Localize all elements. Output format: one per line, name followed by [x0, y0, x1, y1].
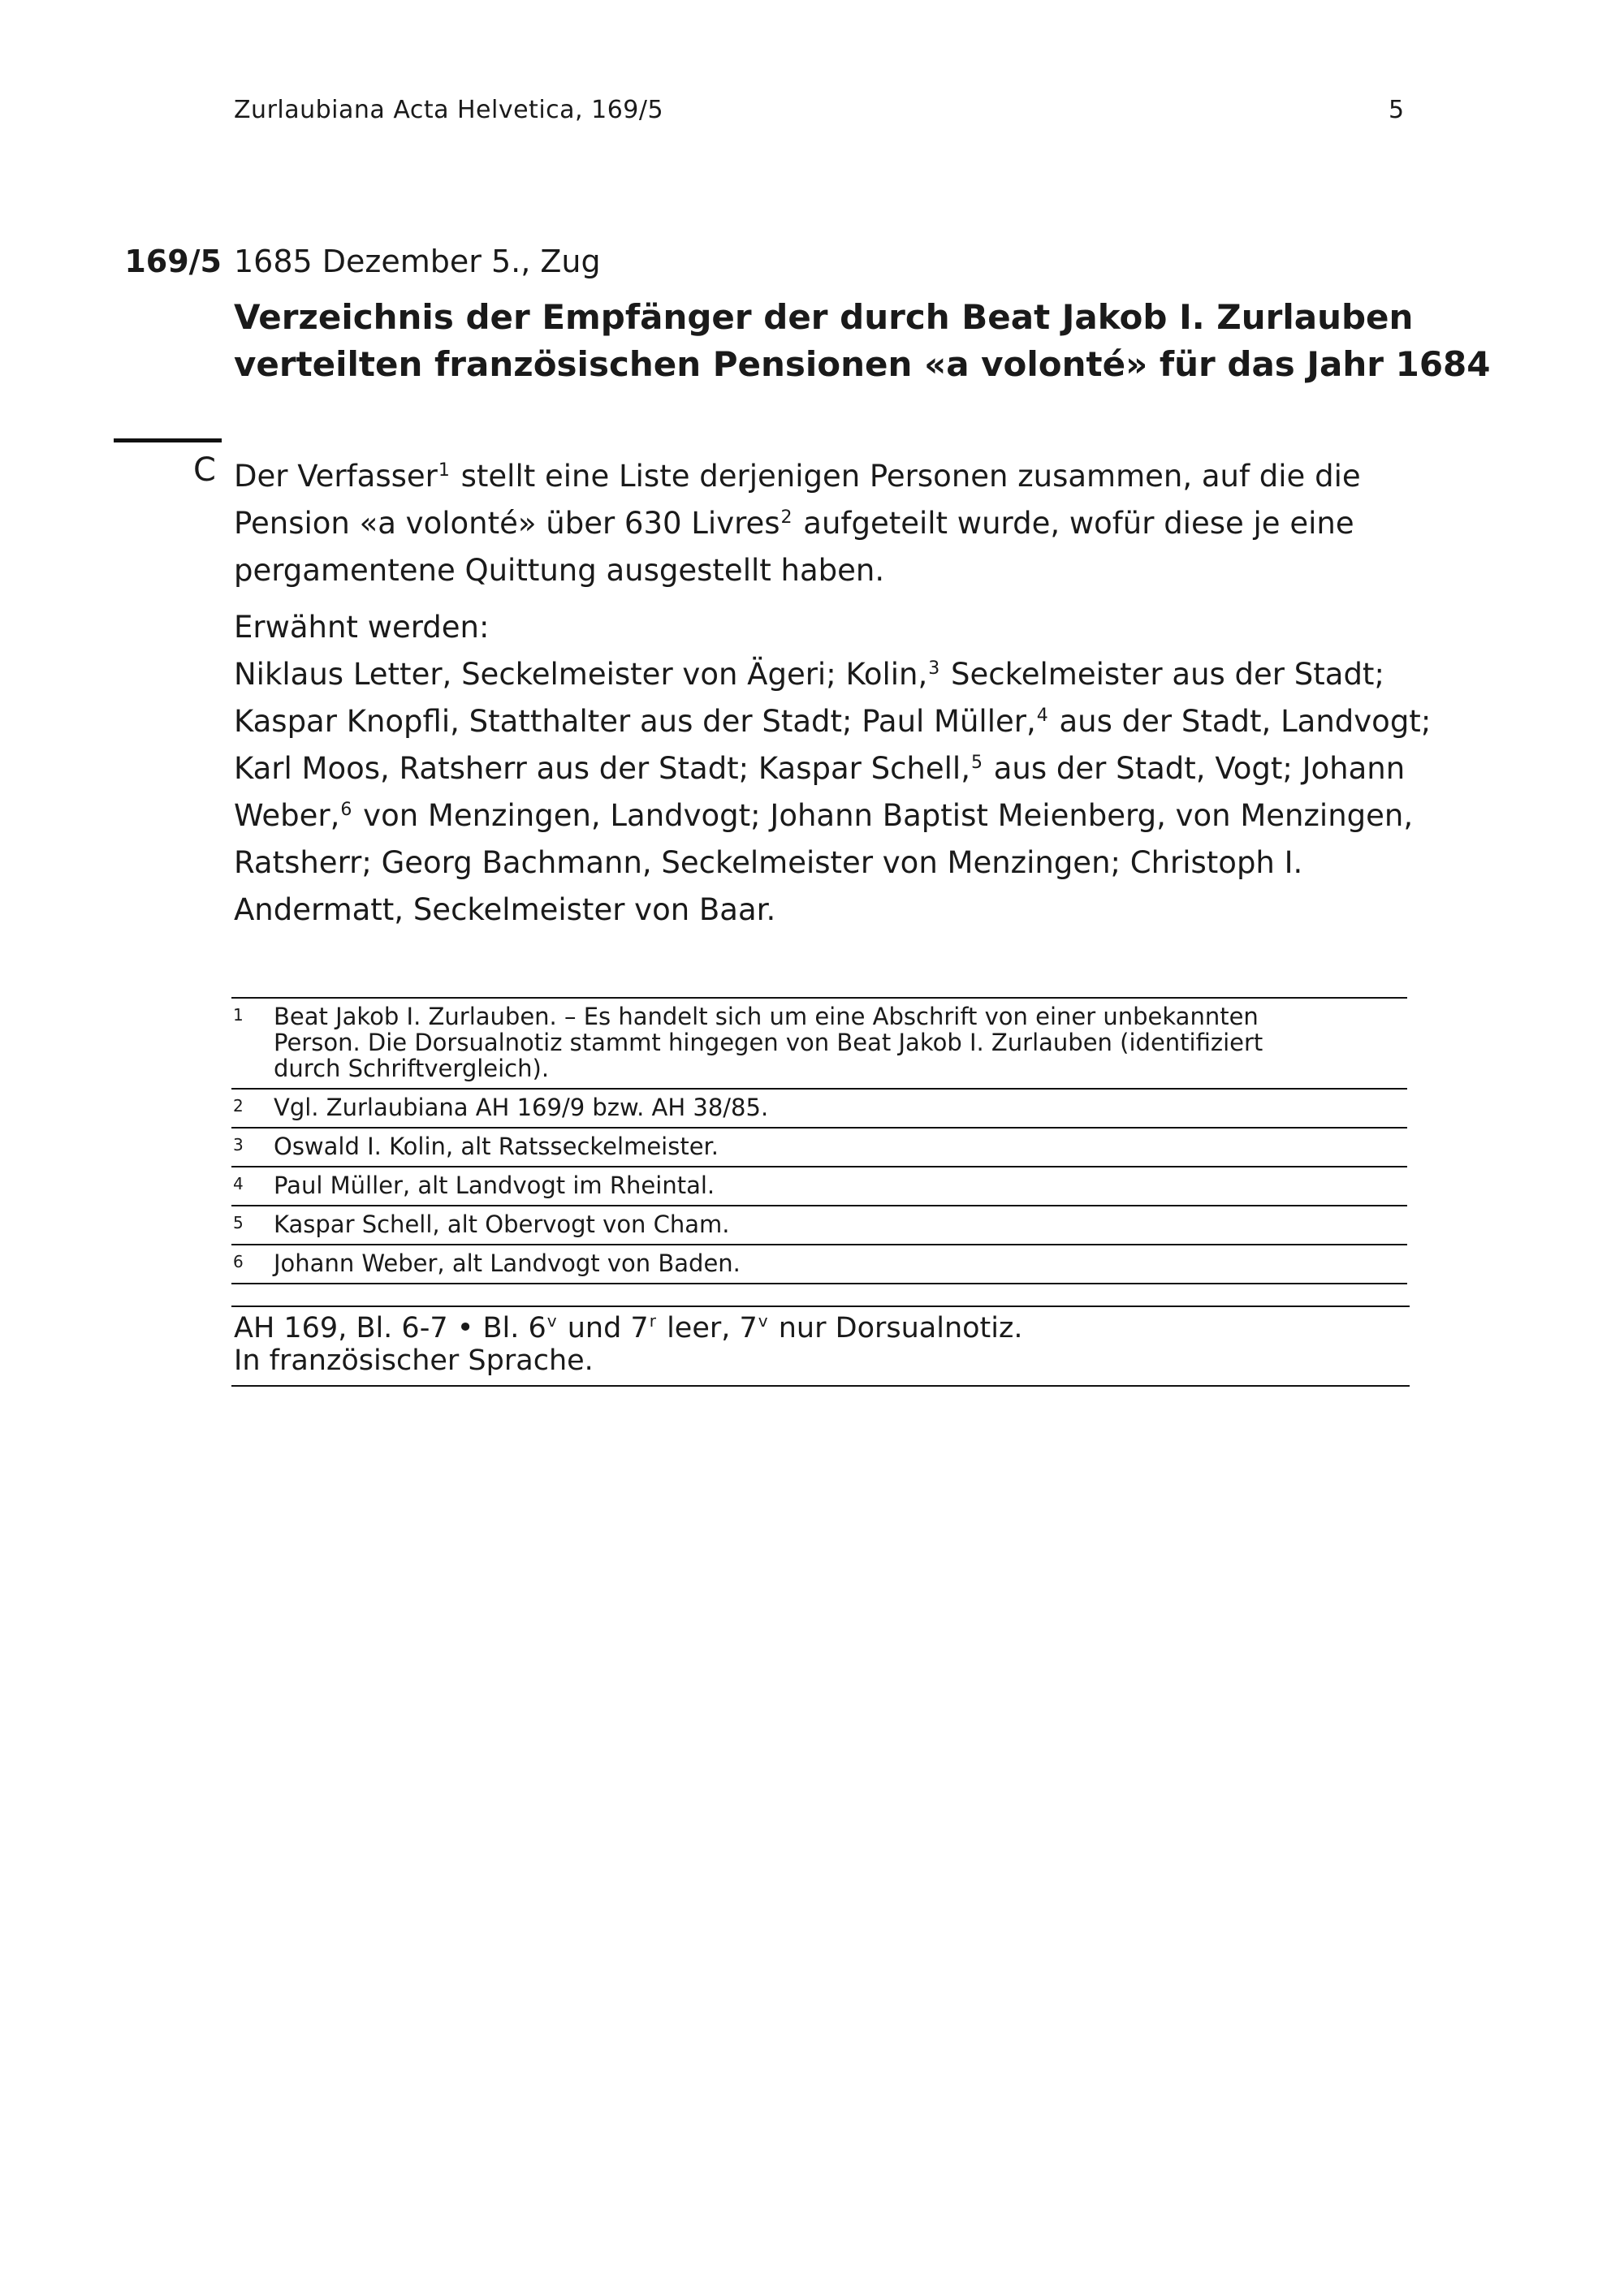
body-line: Erwähnt werden:	[234, 610, 490, 645]
footnote-line: Paul Müller, alt Landvogt im Rheintal.	[274, 1172, 715, 1199]
body-line: Ratsherr; Georg Bachmann, Seckelmeister von Menzingen; Christoph I.	[234, 845, 1303, 880]
running-title: Zurlaubiana Acta Helvetica, 169/5	[234, 96, 664, 124]
text-run: AH 169, Bl. 6-7 • Bl. 6	[234, 1312, 546, 1344]
text-run: Karl Moos, Ratsherr aus der Stadt; Kaspar Schell,	[234, 751, 970, 786]
body-line: pergamentene Quittung ausgestellt haben.	[234, 553, 885, 588]
footnote	[231, 1167, 1407, 1206]
text-run: aufgeteilt wurde, wofür diese je eine	[793, 506, 1354, 541]
footnote-mark: 1	[233, 1005, 244, 1025]
footnote	[231, 1245, 1407, 1284]
regest-body	[234, 453, 1432, 934]
footnote-mark: 2	[233, 1096, 244, 1116]
footnote-mark: 4	[233, 1174, 244, 1193]
page-number: 5	[1389, 96, 1405, 124]
body-line	[234, 651, 1411, 698]
footnote-ref[interactable]: 6	[340, 799, 352, 820]
footnote-ref[interactable]: 4	[1036, 705, 1048, 726]
footnotes	[231, 997, 1407, 1284]
footnote-line: Oswald I. Kolin, alt Ratsseckelmeister.	[274, 1133, 719, 1160]
text-run: leer, 7	[657, 1312, 758, 1344]
body-line	[234, 500, 1411, 547]
source-note	[231, 1306, 1410, 1387]
source-line	[234, 1312, 1410, 1344]
text-run: Pension «a volonté» über 630 Livres	[234, 506, 780, 541]
text-run: Niklaus Letter, Seckelmeister von Ägeri; Kolin,	[234, 657, 928, 692]
text-run: und 7	[558, 1312, 649, 1344]
document-title-line: Verzeichnis der Empfänger der durch Beat Jakob I. Zurlauben	[234, 297, 1414, 337]
footnote-mark: 5	[233, 1213, 244, 1232]
body-line	[234, 698, 1432, 745]
document-number: 169/5	[124, 244, 222, 279]
footnote-line: durch Schriftvergleich).	[274, 1055, 550, 1082]
folio-side: v	[758, 1311, 768, 1331]
paragraph-gap	[234, 594, 1411, 604]
document-title-line: verteilten französischen Pensionen «a volonté» für das Jahr 1684	[234, 344, 1491, 384]
regest-paragraph	[234, 453, 1411, 594]
text-run: nur Dorsualnotiz.	[769, 1312, 1023, 1344]
document-date-place: 1685 Dezember 5., Zug	[234, 244, 601, 279]
footnote-mark: 6	[233, 1252, 244, 1271]
footnote-line: Kaspar Schell, alt Obervogt von Cham.	[274, 1211, 730, 1238]
document-title	[234, 294, 1491, 388]
body-line	[234, 792, 1414, 839]
folio-side: r	[649, 1311, 656, 1331]
body-line	[234, 745, 1411, 792]
footnote-line: Person. Die Dorsualnotiz stammt hingegen von Beat Jakob I. Zurlauben (identifiziert	[274, 1029, 1263, 1056]
footnote-ref[interactable]: 1	[438, 460, 450, 481]
margin-rule	[114, 438, 222, 442]
footnote-ref[interactable]: 5	[970, 752, 983, 773]
text-run: Weber,	[234, 798, 340, 833]
text-run: aus der Stadt, Vogt; Johann	[983, 751, 1406, 786]
margin-letter: C	[193, 451, 216, 489]
source-line: In französischer Sprache.	[234, 1344, 594, 1377]
body-line	[234, 453, 1411, 500]
footnote	[231, 1129, 1407, 1167]
footnote-line: Vgl. Zurlaubiana AH 169/9 bzw. AH 38/85.	[274, 1094, 769, 1121]
mentioned-persons	[234, 604, 1432, 934]
footnote-ref[interactable]: 3	[928, 658, 940, 679]
text-run: Kaspar Knopfli, Statthalter aus der Stadt; Paul Müller,	[234, 704, 1036, 739]
text-run: Der Verfasser	[234, 459, 438, 494]
footnote-line: Beat Jakob I. Zurlauben. – Es handelt sich um eine Abschrift von einer unbekannten	[274, 1003, 1259, 1030]
folio-side: v	[546, 1311, 557, 1331]
text-run: stellt eine Liste derjenigen Personen zusammen, auf die die	[451, 459, 1361, 494]
footnote	[231, 1206, 1407, 1245]
text-run: Seckelmeister aus der Stadt;	[941, 657, 1384, 692]
text-run: von Menzingen, Landvogt; Johann Baptist Meienberg, von Menzingen,	[353, 798, 1414, 833]
footnote-ref[interactable]: 2	[780, 507, 793, 528]
body-line: Andermatt, Seckelmeister von Baar.	[234, 892, 776, 927]
text-run: aus der Stadt, Landvogt;	[1049, 704, 1432, 739]
footnote-line: Johann Weber, alt Landvogt von Baden.	[274, 1249, 741, 1277]
footnote-mark: 3	[233, 1135, 244, 1154]
footnote	[231, 999, 1407, 1090]
footnote	[231, 1090, 1407, 1129]
